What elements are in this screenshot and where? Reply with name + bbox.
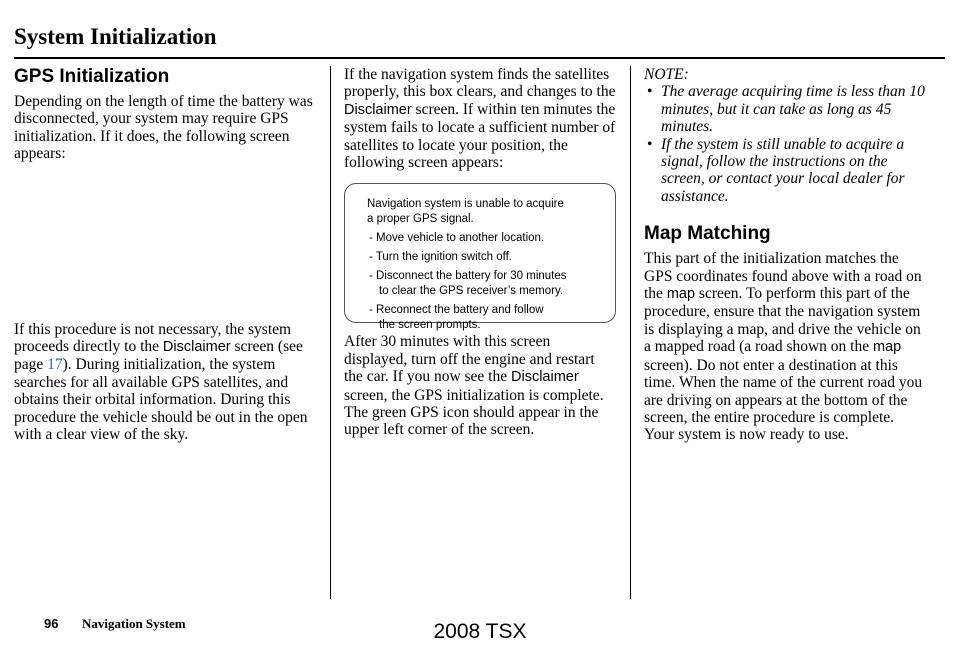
map-matching-paragraph: [644, 250, 926, 443]
notes-list: [644, 83, 926, 205]
gps-procedure-paragraph: [14, 321, 314, 444]
column-divider-2: [630, 66, 631, 599]
disclaimer-term: Disclaimer: [511, 369, 579, 386]
after-30-minutes-paragraph: [344, 333, 616, 438]
satellites-paragraph: [344, 66, 616, 171]
note-label: NOTE:: [644, 66, 689, 83]
footer-section-label: Navigation System: [82, 616, 186, 631]
text: If this procedure is not necessary, the system proceeds directly to the: [14, 320, 292, 356]
column-divider-1: [330, 66, 331, 599]
map-term: map: [666, 286, 696, 303]
page-number: 96: [44, 616, 59, 631]
text: screen, the GPS initialization is complete. The green GPS icon should appear in the upper left corner of the screen.: [344, 386, 604, 439]
gps-initialization-heading: GPS Initialization: [14, 66, 170, 87]
screen-item: - Move vehicle to another location.: [369, 232, 545, 245]
gps-error-screen: [344, 183, 616, 332]
note-item: • If the system is still unable to acquire a signal, follow the instructions on the screen, or contact your local dealer for assistance.: [644, 136, 926, 206]
note-item: • The average acquiring time is less than 10 minutes, but it can take as long as 45 minutes.: [644, 83, 926, 135]
text: This part of the initialization matches the GPS coordinates found above with a road on the: [644, 250, 922, 303]
screen-item: to clear the GPS receiver’s memory.: [379, 285, 564, 298]
column-1: [14, 66, 314, 443]
column-2: [344, 66, 616, 439]
map-term: map: [872, 339, 902, 356]
title-rule: [14, 57, 945, 59]
page-title: System Initialization: [14, 24, 217, 49]
text: screen. To perform this part of the procedure, ensure that the navigation system is displaying a map, and drive the vehicle on a mapped road (a road shown on the: [644, 285, 921, 356]
text: If the navigation system finds the satellites properly, this box clears, and changes to the: [344, 66, 616, 101]
column-3: [644, 66, 926, 444]
text: screen). Do not enter a destination at this time. When the name of the current road you are driving on appears at the bottom of the screen, the entire procedure is complete. Your system is now ready to use.: [644, 356, 923, 444]
vehicle-model: 2008 TSX: [433, 620, 527, 643]
text: ). During initialization, the system searches for all available GPS satellites, and obtains their orbital information. During this procedure the vehicle should be out in the open with a clear view of the sky.: [14, 356, 308, 444]
screen-item: - Reconnect the battery and follow: [369, 304, 544, 317]
disclaimer-term: Disclaimer: [162, 339, 231, 356]
screen-item: - Disconnect the battery for 30 minutes: [369, 270, 567, 283]
gps-intro-paragraph: Depending on the length of time the battery was disconnected, your system may require GPS initialization. If it does, the following screen appears:: [14, 93, 313, 163]
text: After 30 minutes with this screen displayed, turn off the engine and restart the car. If you now see the: [344, 333, 595, 386]
text: screen (see page: [14, 338, 303, 374]
screen-item: the screen prompts.: [379, 319, 481, 332]
screen-line: Navigation system is unable to acquire: [367, 198, 564, 211]
map-matching-heading: Map Matching: [644, 223, 771, 245]
page-17-link[interactable]: 17: [47, 356, 63, 374]
disclaimer-term: Disclaimer: [344, 101, 412, 118]
screen-image-placeholder: [14, 163, 314, 321]
text: screen. If within ten minutes the system fails to locate a sufficient number of satellites to locate your position, the following screen appears:: [344, 100, 616, 172]
screen-item: - Turn the ignition switch off.: [369, 251, 512, 264]
screen-line: a proper GPS signal.: [367, 213, 474, 226]
